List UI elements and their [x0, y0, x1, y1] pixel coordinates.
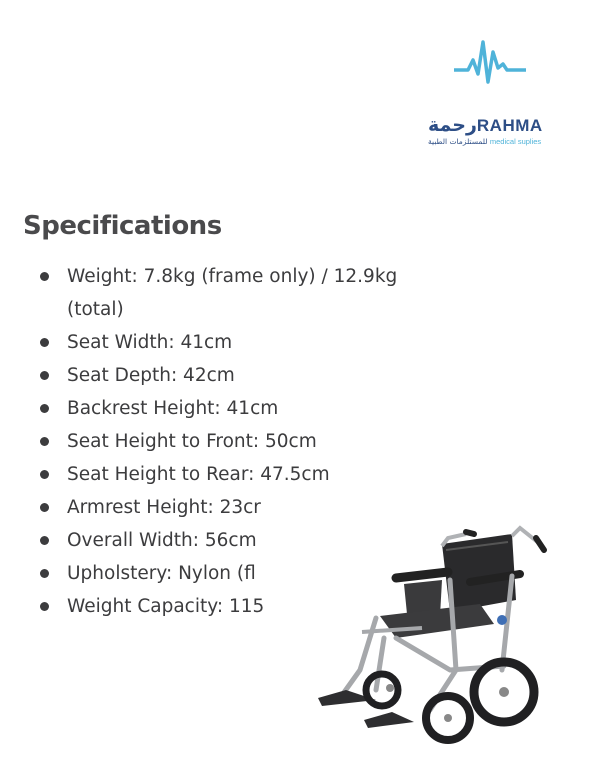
bullet-icon [40, 338, 49, 347]
logo-tagline-english: medical suplies [489, 137, 542, 146]
logo-wordmark [428, 114, 543, 136]
logo-english-name: RAHMA [476, 116, 543, 135]
bullet-icon [40, 437, 49, 446]
bullet-icon [40, 470, 49, 479]
wheelchair-image [280, 520, 616, 770]
spec-item: Armrest Height: 23cr [0, 491, 440, 524]
bullet-icon [40, 536, 49, 545]
spec-item: Seat Height to Front: 50cm [0, 425, 440, 458]
bullet-icon [40, 371, 49, 380]
spec-item: Overall Width: 56cm [0, 524, 440, 557]
logo-tagline [428, 137, 541, 146]
spec-item: Seat Width: 41cm [0, 326, 440, 359]
heartbeat-icon [454, 38, 526, 84]
bullet-icon [40, 569, 49, 578]
logo-arabic-name: رحمة [428, 114, 477, 136]
bullet-icon [40, 404, 49, 413]
bullet-icon [40, 602, 49, 611]
bullet-icon [40, 272, 49, 281]
brand-logo [418, 38, 568, 158]
spec-item: Seat Depth: 42cm [0, 359, 440, 392]
spec-item: Weight: 7.8kg (frame only) / 12.9kg (total) [0, 260, 427, 326]
section-title: Specifications [23, 211, 222, 241]
spec-item: Weight Capacity: 115 [0, 590, 440, 623]
spec-item: Seat Height to Rear: 47.5cm [0, 458, 440, 491]
spec-item: Backrest Height: 41cm [0, 392, 440, 425]
spec-item: Upholstery: Nylon (fl [0, 557, 440, 590]
bullet-icon [40, 503, 49, 512]
logo-tagline-arabic: للمستلزمات الطبية [428, 137, 488, 146]
